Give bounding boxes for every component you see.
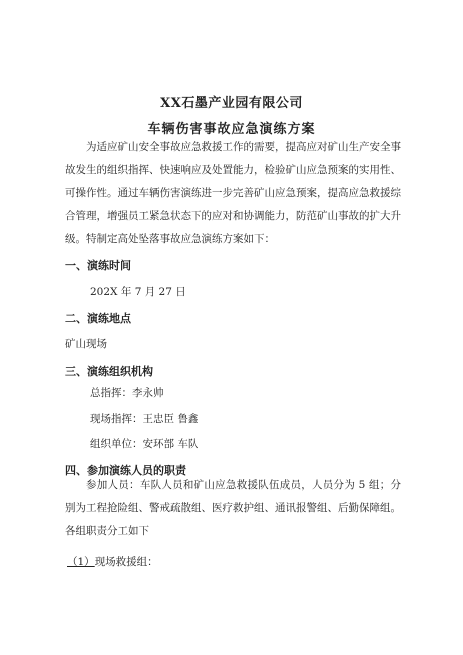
duties-paragraph: 参加人员：车队人员和矿山应急救援队伍成员，人员分为 5 组；分别为工程抢险组、警戒疏散组、医疗救护组、通讯报警组、后勤保障组。各组职责分工如下 [65, 479, 401, 537]
chief-commander: 总指挥：李永帅 [90, 387, 164, 399]
section-heading-location: 二、演练地点 [65, 312, 131, 325]
section-heading-time: 一、演练时间 [65, 259, 131, 272]
subsection-rescue-group [67, 554, 158, 569]
subsection-label: 现场救援组： [94, 556, 158, 568]
document-title: 车辆伤害事故应急演练方案 [147, 122, 316, 137]
company-name: XX石墨产业园有限公司 [160, 96, 303, 111]
section-heading-duties: 四、参加演练人员的职责 [65, 464, 186, 477]
drill-location: 矿山现场 [65, 338, 107, 350]
site-commander: 现场指挥：王忠臣 鲁鑫 [90, 413, 199, 425]
subsection-number: （1） [67, 556, 95, 568]
section-heading-organization: 三、演练组织机构 [65, 365, 153, 378]
intro-paragraph: 为适应矿山安全事故应急救援工作的需要，提高应对矿山生产安全事故发生的组织指挥、快速响应及处置能力，检验矿山应急预案的实用性、可操作性。通过车辆伤害演练进一步完善矿山应急预案，提高应急救援综合管理，增强员工紧急状态下的应对和协调能力，防范矿山事故的扩大升级。特制定高处坠落事故应急演练方案如下： [65, 141, 401, 245]
organizing-unit: 组织单位：安环部 车队 [90, 438, 199, 450]
drill-date: 202X 年 7 月 27 日 [90, 286, 186, 298]
